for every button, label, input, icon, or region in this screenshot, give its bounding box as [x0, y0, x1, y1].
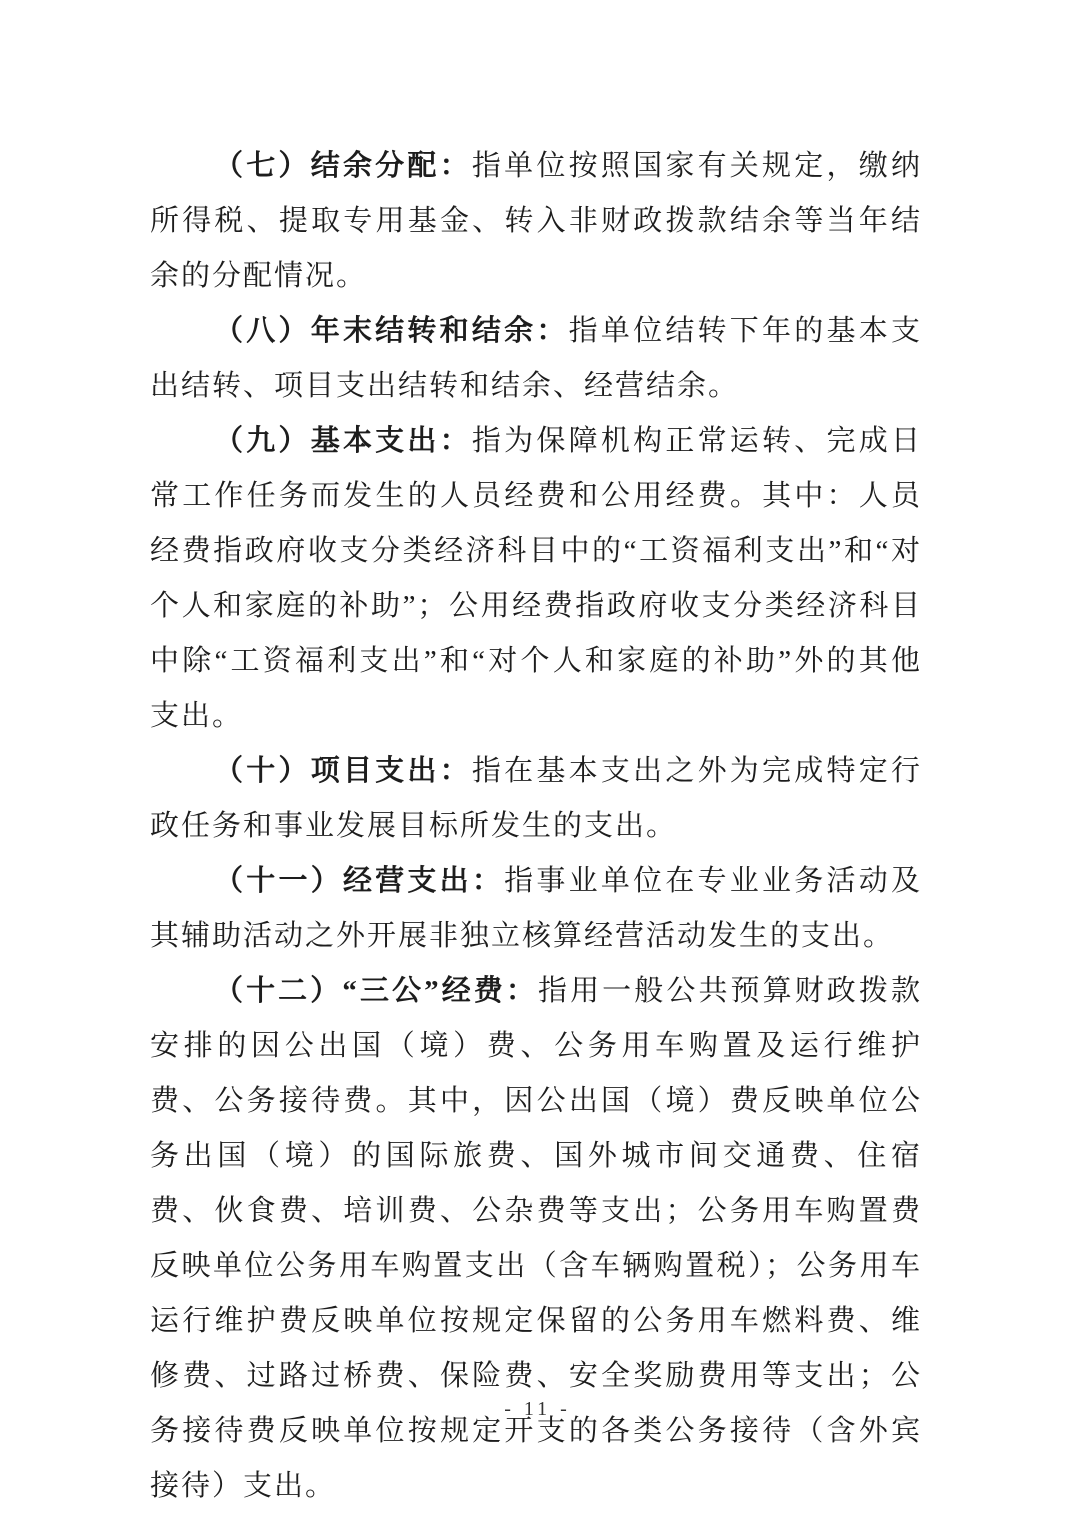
term-definition: 指用一般公共预算财政拨款安排的因公出国（境）费、公务用车购置及运行维护费、公务接待费。其中，因公出国（境）费反映单位公务出国（境）的国际旅费、国外城市间交通费、住宿费、伙食费、培训费、公杂费等支出；公务用车购置费反映单位公务用车购置支出（含车辆购置税）；公务用车运行维护费反映单位按规定保留的公务用车燃料费、维修费、过路过桥费、保险费、安全奖励费用等支出；公务接待费反映单位按规定开支的各类公务接待（含外宾接待）支出。 — [150, 975, 922, 1502]
page-number: - 11 - — [504, 1398, 571, 1420]
term-definition: 指事业单位在专业业务活动及其辅助活动之外开展非独立核算经营活动发生的支出。 — [150, 865, 922, 952]
term-definition: 指为保障机构正常运转、完成日常工作任务而发生的人员经费和公用经费。其中：人员经费指政府收支分类经济科目中的“工资福利支出”和“对个人和家庭的补助”；公用经费指政府收支分类经济科目中除“工资福利支出”和“对个人和家庭的补助”外的其他支出。 — [150, 425, 922, 732]
term-definition: 指单位结转下年的基本支出结转、项目支出结转和结余、经营结余。 — [150, 315, 922, 402]
definition-paragraph-12 — [150, 964, 922, 1514]
term-label: （十二）“三公”经费： — [214, 975, 538, 1007]
term-definition: 指单位按照国家有关规定，缴纳所得税、提取专用基金、转入非财政拨款结余等当年结余的分配情况。 — [150, 150, 922, 292]
definition-paragraph-11 — [150, 854, 922, 964]
term-label: （十）项目支出： — [214, 755, 472, 787]
definition-paragraph-7 — [150, 139, 922, 304]
term-label: （十一）经营支出： — [214, 865, 505, 897]
definition-paragraph-8 — [150, 304, 922, 414]
definition-paragraph-9 — [150, 414, 922, 744]
definition-paragraph-10 — [150, 744, 922, 854]
document-body — [150, 139, 922, 1514]
term-label: （九）基本支出： — [214, 425, 472, 457]
term-definition: 指在基本支出之外为完成特定行政任务和事业发展目标所发生的支出。 — [150, 755, 922, 842]
term-label: （七）结余分配： — [214, 150, 472, 182]
term-label: （八）年末结转和结余： — [214, 315, 569, 347]
